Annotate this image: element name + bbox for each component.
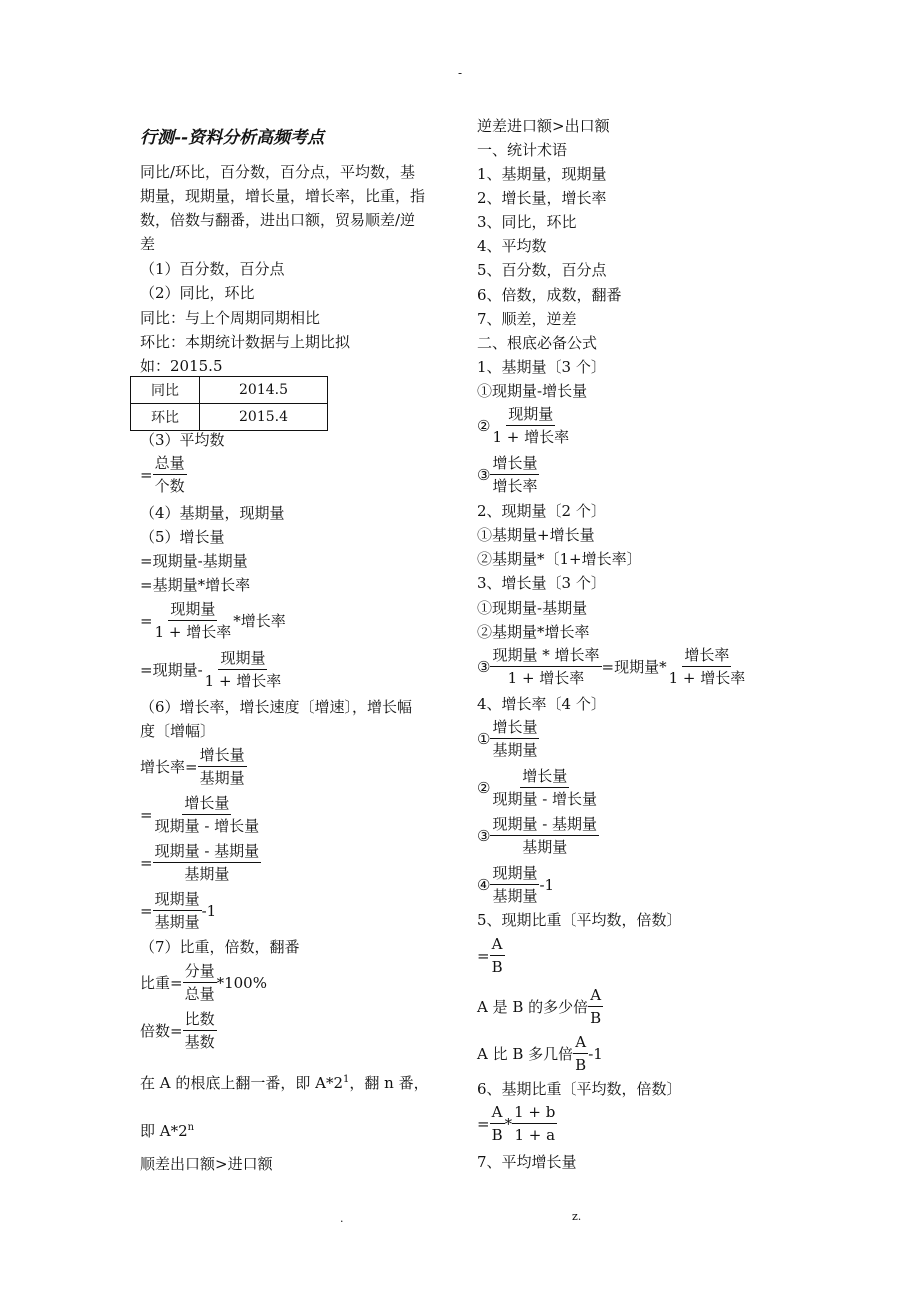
formula-current-ratio-1: = $\frac{A}{B}$ <box>477 935 503 976</box>
formula-current-ratio-2: A 是 B 的多少倍 $\frac{A}{B}$ <box>477 986 602 1027</box>
table-row <box>131 404 328 431</box>
formula-line: ②基期量*增长率 <box>477 623 590 641</box>
section-heading: （7）比重，倍数，翻番 <box>140 938 300 956</box>
doubling-text: 在 A 的根底上翻一番，即 $A*2^1$，翻 n 番， <box>140 1074 429 1092</box>
list-item: 6、倍数，成数，翻番 <box>477 286 622 304</box>
subsection-heading: 7、平均增长量 <box>477 1153 577 1171</box>
formula-line: =基期量*增长率 <box>140 576 251 594</box>
section-heading: 二、根底必备公式 <box>477 334 598 352</box>
formula-current-ratio-3: A 比 B 多几倍 $\frac{A}{B}$ -1 <box>477 1033 603 1074</box>
page-title: 行测--资料分析高频考点 <box>140 128 325 148</box>
section-heading: 一、统计术语 <box>477 141 568 159</box>
example-text: 如：2015.5 <box>140 357 223 375</box>
formula-growth-rate-2: = $\frac{\text{增长量}}{\text{现期量 - 增长量}}$ <box>140 794 260 835</box>
section-heading: （6）增长率，增长速度〔增速〕，增长幅 <box>140 698 413 716</box>
surplus-text: 顺差出口额>进口额 <box>140 1155 273 1173</box>
doubling-text: 即 A*2$^n$ <box>140 1122 195 1140</box>
subsection-heading: 2、现期量〔2 个〕 <box>477 502 606 520</box>
formula-line: ①基期量+增长量 <box>477 526 595 544</box>
list-item: 1、基期量，现期量 <box>477 165 607 183</box>
subsection-heading: 1、基期量〔3 个〕 <box>477 358 606 376</box>
footer-right: z. <box>572 1210 582 1223</box>
footer-left: . <box>340 1212 344 1225</box>
formula-growth-amount-3: = $\frac{\text{现期量}}{\text{1 + 增长率}}$ *增长率 <box>140 600 286 641</box>
subsection-heading: 5、现期比重〔平均数，倍数〕 <box>477 911 682 929</box>
formula-growth-amount-4: =现期量- $\frac{\text{现期量}}{\text{1 + 增长率}}$ <box>140 649 282 690</box>
formula-base-ratio: = $\frac{A}{B}$ * $\frac{1 + b}{1 + a}$ <box>477 1103 556 1144</box>
table-cell: 环比 <box>131 404 200 431</box>
section-heading: （2）同比，环比 <box>140 284 255 302</box>
table-cell: 同比 <box>131 377 200 404</box>
section-heading: 度〔增幅〕 <box>140 722 216 740</box>
formula-growth-rate-1: 增长率= $\frac{\text{增长量}}{\text{基期量}}$ <box>140 746 245 787</box>
intro-line: 同比/环比，百分数，百分点，平均数，基 <box>140 163 416 181</box>
list-item: 2、增长量，增长率 <box>477 189 607 207</box>
formula-line: ②基期量*〔1+增长率〕 <box>477 550 642 568</box>
formula-line: ①现期量-增长量 <box>477 382 588 400</box>
table-cell: 2015.4 <box>200 404 328 431</box>
formula-line: ①现期量-基期量 <box>477 599 588 617</box>
formula-growth-rate-4: = $\frac{\text{现期量}}{\text{基期量}}$ -1 <box>140 890 217 931</box>
formula-growth-rate-2: ② $\frac{\text{增长量}}{\text{现期量 - 增长量}}$ <box>477 767 598 808</box>
list-item: 7、顺差，逆差 <box>477 310 577 328</box>
section-heading: （3）平均数 <box>140 431 225 449</box>
formula-multiple: 倍数= $\frac{\text{比数}}{\text{基数}}$ <box>140 1010 215 1051</box>
formula-growth-amount-3: ③ $\frac{\text{现期量 * 增长率}}{\text{1 + 增长率}}$ =现期量* $\frac{\text{增长率}}{\text{1 + 增长率}}$ <box>477 646 746 687</box>
table-row <box>131 377 328 404</box>
intro-line: 差 <box>140 235 156 253</box>
formula-base-2: ② $\frac{\text{现期量}}{\text{1 + 增长率}}$ <box>477 405 570 446</box>
intro-line: 期量，现期量，增长量，增长率，比重，指 <box>140 187 426 205</box>
formula-growth-rate-1: ① $\frac{\text{增长量}}{\text{基期量}}$ <box>477 718 538 759</box>
intro-line: 数，倍数与翻番，进出口额，贸易顺差/逆 <box>140 211 416 229</box>
formula-proportion: 比重= $\frac{\text{分量}}{\text{总量}}$ *100% <box>140 962 267 1003</box>
header-mark: - <box>458 66 463 80</box>
list-item: 4、平均数 <box>477 237 547 255</box>
formula-line: =现期量-基期量 <box>140 552 248 570</box>
formula-average: = $\frac{\text{总量}}{\text{个数}}$ <box>140 454 185 495</box>
formula-growth-rate-4: ④ $\frac{\text{现期量}}{\text{基期量}}$ -1 <box>477 864 555 905</box>
comparison-table <box>130 376 328 431</box>
formula-base-3: ③ $\frac{\text{增长量}}{\text{增长率}}$ <box>477 454 538 495</box>
definition-text: 环比：本期统计数据与上期比拟 <box>140 333 351 351</box>
subsection-heading: 6、基期比重〔平均数，倍数〕 <box>477 1080 682 1098</box>
deficit-text: 逆差进口额>出口额 <box>477 117 610 135</box>
formula-growth-rate-3: = $\frac{\text{现期量 - 基期量}}{\text{基期量}}$ <box>140 842 260 883</box>
list-item: 3、同比，环比 <box>477 213 577 231</box>
section-heading: （1）百分数，百分点 <box>140 260 285 278</box>
formula-growth-rate-3: ③ $\frac{\text{现期量 - 基期量}}{\text{基期量}}$ <box>477 815 598 856</box>
table-cell: 2014.5 <box>200 377 328 404</box>
section-heading: （5）增长量 <box>140 528 225 546</box>
subsection-heading: 3、增长量〔3 个〕 <box>477 574 606 592</box>
list-item: 5、百分数，百分点 <box>477 261 607 279</box>
section-heading: （4）基期量，现期量 <box>140 504 285 522</box>
definition-text: 同比：与上个周期同期相比 <box>140 309 321 327</box>
subsection-heading: 4、增长率〔4 个〕 <box>477 695 606 713</box>
